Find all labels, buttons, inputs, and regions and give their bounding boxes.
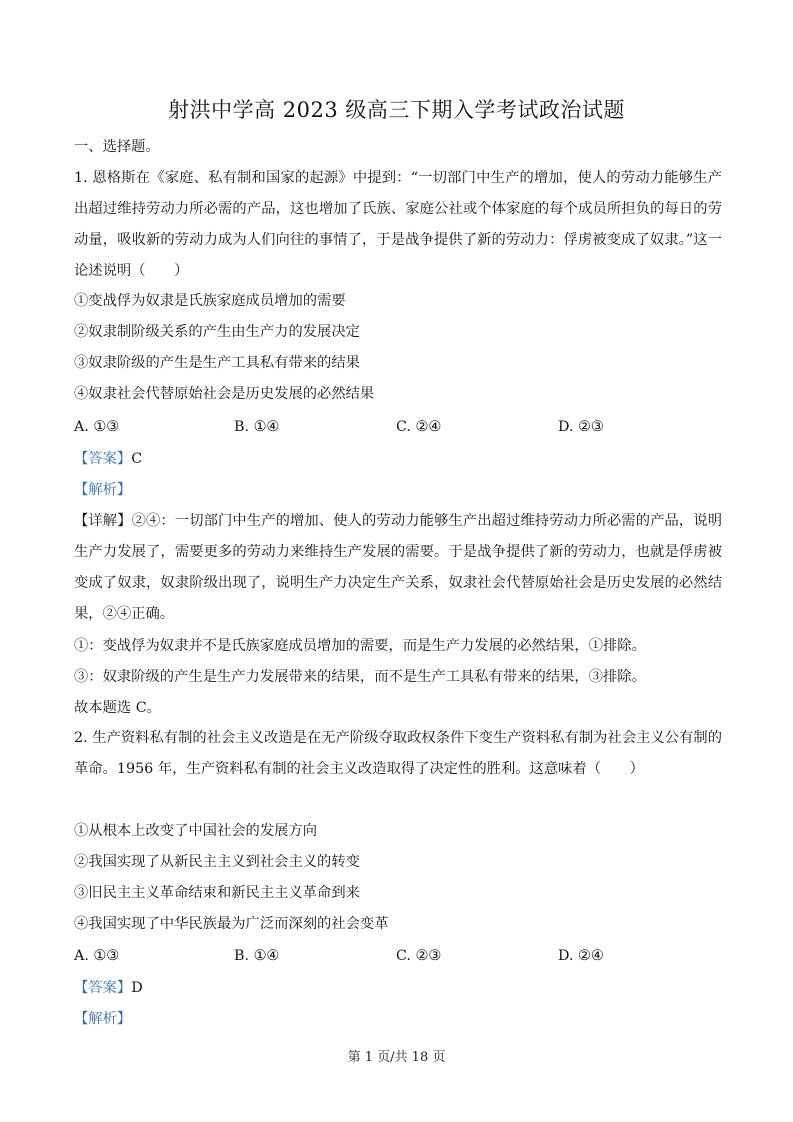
q1-detail-text: ②④：一切部门中生产的增加、使人的劳动力能够生产出超过维持劳动力所必需的产品，说明生产力发展了，需要更多的劳动力来维持生产发展的需要。于是战争提供了新的劳动力，也就是俘虏被变成了奴隶，奴隶阶级出现了，说明生产力决定生产关系，奴隶社会代替原始社会是历史发展的必然结果，②④正确。 xyxy=(74,513,722,622)
q1-item-1: ①变战俘为奴隶是氏族家庭成员增加的需要 xyxy=(74,293,346,309)
page-title: 射洪中学高 2023 级高三下期入学考试政治试题 xyxy=(168,98,625,122)
q1-option-d: D. ②③ xyxy=(558,419,604,435)
q2-analysis-tag: 【解析】 xyxy=(74,1011,132,1027)
q1-detail-paragraph xyxy=(74,506,722,630)
q1-item-3: ③奴隶阶级的产生是生产工具私有带来的结果 xyxy=(74,355,360,371)
q2-analysis-line xyxy=(74,1009,131,1029)
q1-answer-line xyxy=(74,449,142,469)
q1-detail-tag: 【详解】 xyxy=(74,513,132,529)
q2-answer-line xyxy=(74,978,143,998)
q2-answer-value: D xyxy=(131,980,143,996)
section-heading: 一、选择题。 xyxy=(74,139,160,155)
q1-exclusion-2: ③：奴隶阶级的产生是生产力发展带来的结果，而不是生产工具私有带来的结果，③排除。 xyxy=(74,669,646,685)
q1-option-b: B. ①④ xyxy=(234,419,280,435)
q2-item-4: ④我国实现了中华民族最为广泛而深刻的社会变革 xyxy=(74,916,389,932)
q2-option-c: C. ②③ xyxy=(396,948,442,964)
q2-option-b: B. ①④ xyxy=(234,948,280,964)
q1-analysis-tag: 【解析】 xyxy=(74,482,132,498)
q1-answer-value: C xyxy=(131,451,143,467)
q1-conclusion: 故本题选 C。 xyxy=(74,700,161,716)
q1-item-2: ②奴隶制阶级关系的产生由生产力的发展决定 xyxy=(74,324,360,340)
q1-answer-tag: 【答案】 xyxy=(74,451,132,467)
q1-option-c: C. ②④ xyxy=(396,419,442,435)
q2-item-2: ②我国实现了从新民主主义到社会主义的转变 xyxy=(74,854,360,870)
q1-item-4: ④奴隶社会代替原始社会是历史发展的必然结果 xyxy=(74,386,375,402)
q2-stem: 2. 生产资料私有制的社会主义改造是在无产阶级夺取政权条件下变生产资料私有制为社会主义公有制的革命。1956 年，生产资料私有制的社会主义改造取得了决定性的胜利。这意味着（ ） xyxy=(74,730,722,777)
q1-exclusion-1: ①：变战俘为奴隶并不是氏族家庭成员增加的需要，而是生产力发展的必然结果，①排除。 xyxy=(74,638,646,654)
q2-option-a: A. ①③ xyxy=(74,948,120,964)
q2-item-3: ③旧民主主义革命结束和新民主主义革命到来 xyxy=(74,885,360,901)
q1-analysis-line xyxy=(74,480,131,500)
q2-answer-tag: 【答案】 xyxy=(74,980,132,996)
page-footer: 第 1 页/共 18 页 xyxy=(347,1050,446,1065)
q1-stem: 1. 恩格斯在《家庭、私有制和国家的起源》中提到：“一切部门中生产的增加，使人的劳动力能够生产出超过维持劳动力所必需的产品，这也增加了氏族、家庭公社或个体家庭的每个成员所担负的每日的劳动量，吸收新的劳动力成为人们向往的事情了，于是战争提供了新的劳动力：俘虏被变成了奴隶。”这一论述说明（ ） xyxy=(74,170,722,279)
q2-option-d: D. ②④ xyxy=(558,948,604,964)
q1-option-a: A. ①③ xyxy=(74,419,120,435)
q2-item-1: ①从根本上改变了中国社会的发展方向 xyxy=(74,823,318,839)
